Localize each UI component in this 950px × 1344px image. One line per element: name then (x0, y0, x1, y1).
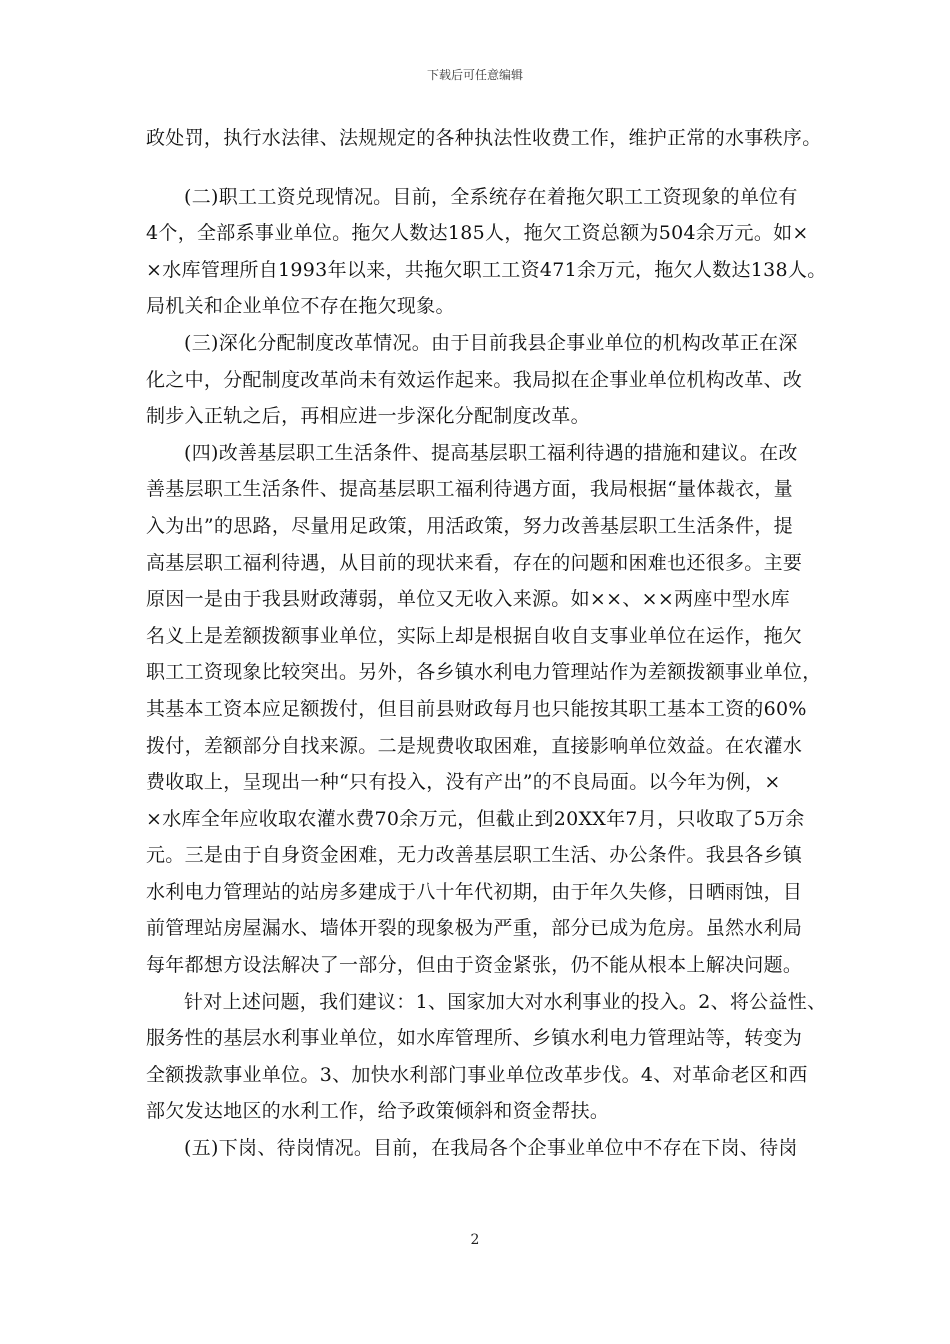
text-line: 前管理站房屋漏水、墙体开裂的现象极为严重，部分已成为危房。虽然水利局 (146, 917, 803, 940)
text-line: ×水库管理所自1993年以来，共拖欠职工工资471余万元，拖欠人数达138人。 (146, 258, 827, 281)
text-line: 服务性的基层水利事业单位，如水库管理所、乡镇水利电力管理站等，转变为 (146, 1027, 803, 1050)
paragraph-gap (146, 157, 816, 179)
text-line: 原因一是由于我县财政薄弱，单位又无收入来源。如××、××两座中型水库 (146, 588, 790, 611)
text-line: 其基本工资本应足额拨付，但目前县财政每月也只能按其职工基本工资的60% (146, 697, 807, 720)
text-line: 高基层职工福利待遇，从目前的现状来看，存在的问题和困难也还很多。主要 (146, 551, 803, 574)
page-number: 2 (470, 1232, 480, 1248)
text-line: 制步入正轨之后，再相应进一步深化分配制度改革。 (146, 405, 590, 428)
text-line: 4个，全部系事业单位。拖欠人数达185人，拖欠工资总额为504余万元。如× (146, 222, 809, 245)
text-line: 全额拨款事业单位。3、加快水利部门事业单位改革步伐。4、对革命老区和西 (146, 1063, 808, 1086)
text-line: 政处罚，执行水法律、法规规定的各种执法性收费工作，维护正常的水事秩序。 (146, 127, 822, 149)
page-header-note: 下载后可任意编辑 (426, 68, 523, 82)
text-line: 费收取上，呈现出一种“只有投入，没有产出”的不良局面。以今年为例，× (146, 771, 781, 794)
text-line: 名义上是差额拨额事业单位，实际上却是根据自收自支事业单位在运作，拖欠 (146, 624, 803, 647)
text-line: 善基层职工生活条件、提高基层职工福利待遇方面，我局根据“量体裁衣，量 (146, 478, 793, 501)
text-line: 入为出”的思路，尽量用足政策，用活政策，努力改善基层职工生活条件，提 (146, 514, 793, 537)
text-line: 针对上述问题，我们建议：1、国家加大对水利事业的投入。2、将公益性、 (184, 990, 827, 1013)
text-line: 拨付，差额部分自找来源。二是规费收取困难，直接影响单位效益。在农灌水 (146, 734, 803, 757)
text-line: 部欠发达地区的水利工作，给予政策倾斜和资金帮扶。 (146, 1100, 610, 1123)
text-line: 元。三是由于自身资金困难，无力改善基层职工生活、办公条件。我县各乡镇 (146, 844, 803, 867)
text-line: 化之中，分配制度改革尚未有效运作起来。我局拟在企事业单位机构改革、改 (146, 368, 803, 391)
text-line: ×水库全年应收取农灌水费70余万元，但截止到20XX年7月，只收取了5万余 (146, 807, 805, 830)
text-line: (四)改善基层职工生活条件、提高基层职工福利待遇的措施和建议。在改 (184, 441, 798, 464)
document-body (146, 120, 827, 1167)
text-line: (二)职工工资兑现情况。目前，全系统存在着拖欠职工工资现象的单位有 (184, 185, 798, 208)
text-line: 水利电力管理站的站房多建成于八十年代初期，由于年久失修，日晒雨蚀，目 (146, 880, 803, 903)
text-line: (五)下岗、待岗情况。目前，在我局各个企事业单位中不存在下岗、待岗 (184, 1137, 798, 1160)
text-line: (三)深化分配制度改革情况。由于目前我县企事业单位的机构改革正在深 (184, 331, 798, 354)
text-line: 职工工资现象比较突出。另外，各乡镇水利电力管理站作为差额拨额事业单位， (146, 661, 822, 684)
text-line: 局机关和企业单位不存在拖欠现象。 (146, 295, 455, 318)
text-line: 每年都想方设法解决了一部分，但由于资金紧张，仍不能从根本上解决问题。 (146, 954, 803, 977)
